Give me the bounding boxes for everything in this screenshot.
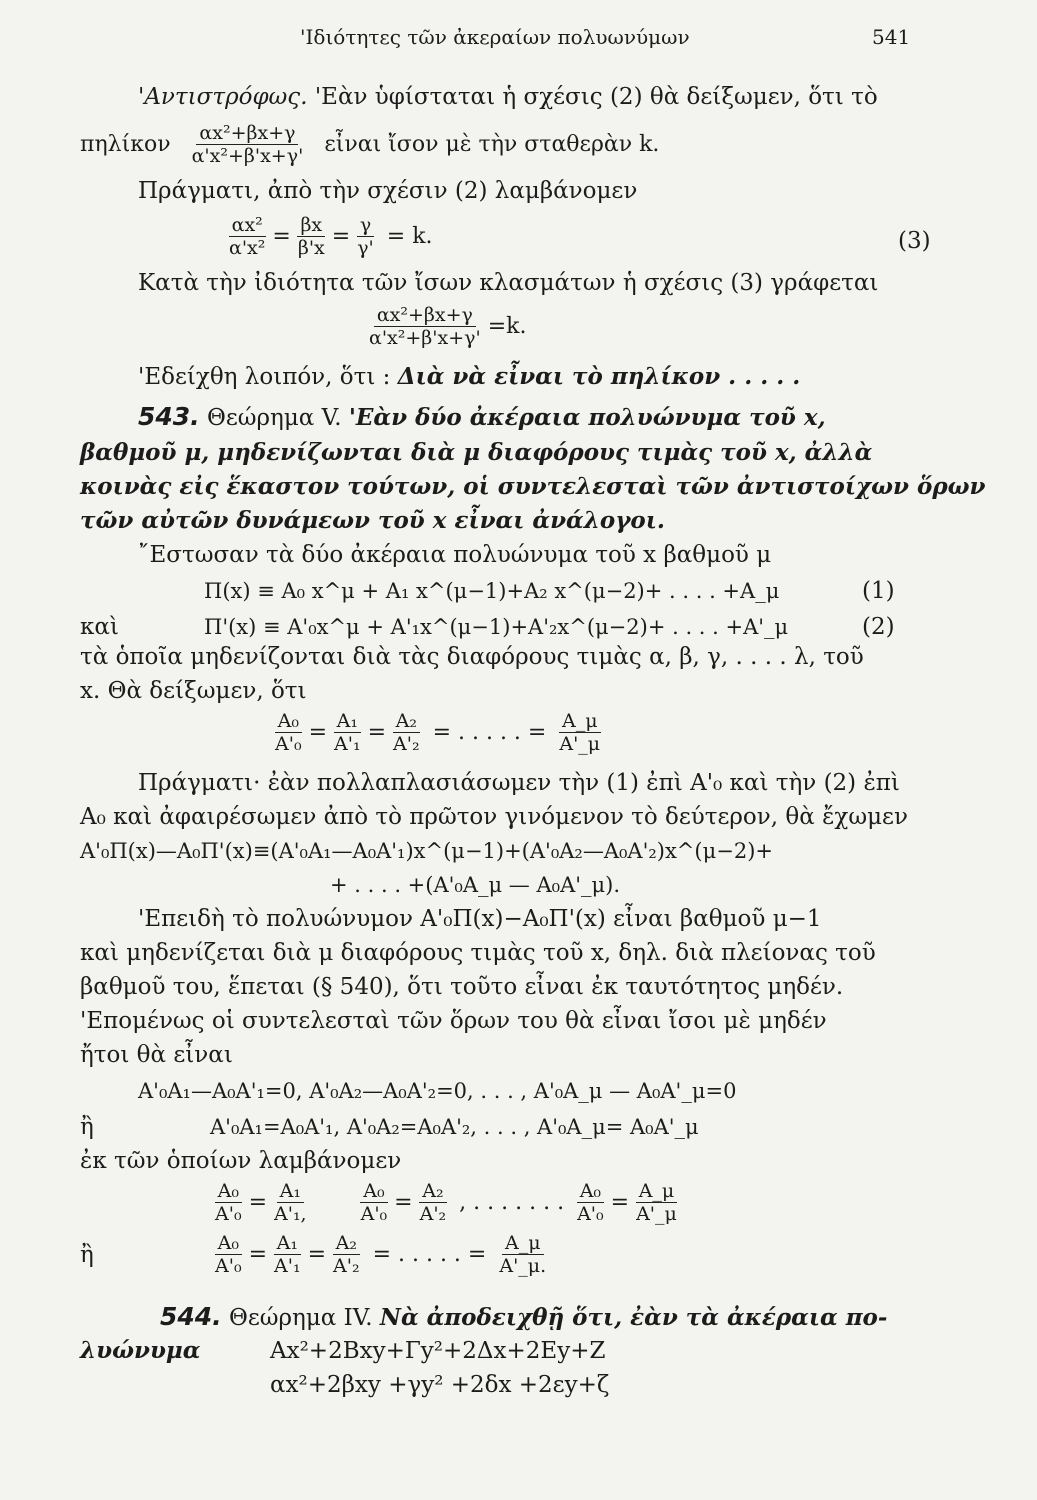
fraction [212, 1232, 245, 1277]
text-line: ἤτοι θὰ εἶναι [80, 1042, 233, 1068]
theorem-statement: Νὰ ἀποδειχθῇ ὅτι, ἐὰν τὰ ἀκέραια πο- [379, 1304, 888, 1331]
quotient-fraction [189, 122, 307, 167]
fraction-denominator: A'₂ [393, 733, 420, 755]
fraction-denominator: β'x [297, 237, 325, 259]
identity-line: A'₀Π(x)—A₀Π'(x)≡(A'₀A₁—A₀A'₁)x^(μ−1)+(A'₀A₂—A₀A'₂)x^(μ−2)+ [80, 839, 773, 863]
equation-label: (3) [898, 228, 931, 254]
text-line: τὰ ὁποῖα μηδενίζονται διὰ τὰς διαφόρους τιμὰς α, β, γ, . . . . λ, τοῦ [80, 644, 864, 670]
fraction-denominator: α'x²+β'x+γ' [369, 327, 481, 349]
equals-sign: = [272, 223, 291, 249]
coefficient-equations: A'₀A₁—A₀A'₁=0, A'₀A₂—A₀A'₂=0, . . . , A'₀A_μ — A₀A'_μ=0 [138, 1079, 737, 1103]
page-number: 541 [872, 25, 911, 49]
polynomial-2: Π'(x) ≡ A'₀x^μ + A'₁x^(μ−1)+A'₂x^(μ−2)+ . . . . +A'_μ [204, 615, 789, 639]
theorem-statement: λυώνυμα [80, 1337, 201, 1364]
fraction [366, 304, 484, 349]
fraction-denominator: A'₀ [577, 1203, 604, 1225]
fraction-numerator: A₀ [360, 1180, 387, 1203]
fraction [574, 1180, 607, 1225]
converse-line [138, 82, 878, 112]
fraction-denominator: A'_μ [636, 1203, 677, 1225]
fraction-numerator: A₀ [275, 710, 302, 733]
fraction-denominator: A'₁ [334, 733, 361, 755]
section-number: 543. [138, 402, 200, 431]
text-line: ἐκ τῶν ὁποίων λαμβάνομεν [80, 1148, 402, 1174]
ellipsis: = . . . . . = [372, 1241, 487, 1267]
fraction-numerator: αx²+βx+γ [196, 122, 298, 145]
fraction-numerator: A₂ [333, 1232, 360, 1255]
theorem-statement: 'Εὰν δύο ἀκέραια πολυώνυμα τοῦ x, [348, 404, 826, 431]
fraction [417, 1180, 450, 1225]
fraction [271, 1232, 304, 1277]
section-title: Θεώρημα V. [199, 405, 342, 431]
section-543-heading [138, 402, 826, 433]
fraction-numerator: A_μ [636, 1180, 678, 1203]
equation-label: (1) [862, 578, 895, 604]
equation-5 [362, 304, 527, 349]
theorem-statement: τῶν αὐτῶν δυνάμεων τοῦ x εἶναι ἀνάλογοι. [80, 507, 665, 534]
fraction [330, 1232, 363, 1277]
fraction-denominator: A'₀ [215, 1203, 242, 1225]
section-title: Θεώρημα IV. [221, 1305, 373, 1331]
text-line: 'Επειδὴ τὸ πολυώνυμον A'₀Π(x)−A₀Π'(x) εἶναι βαθμοῦ μ−1 [138, 906, 822, 932]
quotient-line [80, 122, 659, 167]
fraction [633, 1180, 680, 1225]
fraction [331, 710, 364, 755]
fraction-denominator: A'₁ [274, 1255, 301, 1277]
text-line: βαθμοῦ του, ἕπεται (§ 540), ὅτι τοῦτο εἶναι ἐκ ταυτότητος μηδέν. [80, 974, 844, 1000]
running-title: 'Ιδιότητες τῶν ἀκεραίων πολυωνύμων [300, 25, 690, 49]
fraction-denominator: A'₀ [215, 1255, 242, 1277]
ellipsis: = . . . . . = [432, 719, 547, 745]
fraction [226, 214, 268, 259]
coefficient-equations: A'₀A₁=A₀A'₁, A'₀A₂=A₀A'₂, . . . , A'₀A_μ= A₀A'_μ [210, 1115, 699, 1139]
fraction-numerator: αx² [229, 214, 266, 237]
fraction-denominator: A'_μ [559, 733, 601, 755]
fraction-numerator: A_μ [502, 1232, 544, 1255]
polynomial-1: Π(x) ≡ A₀ x^μ + A₁ x^(μ−1)+A₂ x^(μ−2)+ . . . . +A_μ [204, 579, 780, 603]
fraction-denominator: A'₂ [419, 1203, 447, 1225]
fraction [212, 1180, 245, 1225]
fraction-numerator: A₁ [277, 1180, 304, 1203]
fraction [295, 214, 328, 259]
text-line: Κατὰ τὴν ἰδιότητα τῶν ἴσων κλασμάτων ἡ σχέσις (3) γράφεται [138, 270, 879, 296]
fraction [272, 710, 305, 755]
fraction-denominator: A'_μ. [499, 1255, 547, 1277]
conclusion-line [138, 362, 800, 392]
fraction-denominator: A'₀ [360, 1203, 388, 1225]
fraction-denominator: A'₂ [333, 1255, 360, 1277]
identity-line: + . . . . +(A'₀A_μ — A₀A'_μ). [330, 873, 621, 897]
fraction-numerator: A₁ [334, 710, 361, 733]
quotient-text: εἶναι ἴσον μὲ τὴν σταθερὰν k. [324, 131, 660, 157]
text-line: x. Θὰ δείξωμεν, ὅτι [80, 678, 307, 704]
fraction-numerator: A_μ [559, 710, 601, 733]
ellipsis: , . . . . . . . [459, 1189, 565, 1215]
fraction-numerator: γ [357, 214, 374, 237]
fraction-denominator: α'x² [229, 237, 266, 259]
text-line: ῎Εστωσαν τὰ δύο ἀκέραια πολυώνυμα τοῦ x βαθμοῦ μ [138, 542, 772, 568]
quotient-word: πηλίκον [80, 131, 171, 157]
fraction-denominator: α'x²+β'x+γ' [191, 145, 304, 167]
converse-heading: 'Αντιστρόφως. [138, 84, 308, 110]
fraction-numerator: A₂ [393, 710, 420, 733]
and-word: καὶ [80, 614, 119, 640]
fraction-denominator: A'₁, [274, 1203, 307, 1225]
converse-text: 'Εὰν ὑφίσταται ἡ σχέσις (2) θὰ δείξωμεν, ὅτι τὸ [307, 84, 878, 110]
fraction [354, 214, 377, 259]
polynomial-4: αx²+2βxy +γy² +2δx +2εy+ζ [270, 1372, 610, 1398]
equation-tail: = k. [386, 223, 433, 249]
fraction [496, 1232, 549, 1277]
section-number: 544. [160, 1302, 222, 1331]
or-word: ἢ [80, 1114, 94, 1140]
fraction-denominator: γ' [357, 237, 374, 259]
fraction-numerator: αx²+βx+γ [374, 304, 476, 327]
ratio-equation: $\frac{\text{A₀}}{\text{A'₀}}$ = $\frac{\text{A₁}}{\text{A'₁}}$ = $\frac{\text{A₂}}{\text{A'₂}}$ = . . . . . = $\frac{A\_\mu}{A'\_\mu}$ [268, 710, 607, 755]
equation-tail: =k. [487, 313, 527, 339]
fraction-numerator: A₀ [215, 1180, 242, 1203]
or-word: ἢ [80, 1242, 94, 1268]
fraction [358, 1180, 391, 1225]
ratio-chain: $\frac{\text{A₀}}{\text{A'₀}}$ = $\frac{\text{A₁}}{\text{A'₁}}$ = $\frac{\text{A₂}}{\text{A'₂}}$ = . . . . . = $\frac{A\_\mu}{A'\_\mu.}$ [208, 1232, 553, 1277]
text-line: Πράγματι, ἀπὸ τὴν σχέσιν (2) λαμβάνομεν [138, 178, 638, 204]
fraction-denominator: A'₀ [275, 733, 302, 755]
polynomial-3: Ax²+2Bxy+Γy²+2Δx+2Ey+Z [270, 1338, 606, 1364]
fraction [390, 710, 423, 755]
fraction [556, 710, 603, 755]
conclusion-text: 'Εδείχθη λοιπόν, ὅτι : [138, 364, 391, 390]
fraction-numerator: A₂ [419, 1180, 446, 1203]
text-line: A₀ καὶ ἀφαιρέσωμεν ἀπὸ τὸ πρῶτον γινόμενον τὸ δεύτερον, θὰ ἔχωμεν [80, 804, 908, 830]
text-line: Πράγματι· ἐὰν πολλαπλασιάσωμεν τὴν (1) ἐπὶ A'₀ καὶ τὴν (2) ἐπὶ [138, 770, 900, 796]
text-line: 'Επομένως οἱ συντελεσταὶ τῶν ὅρων του θὰ εἶναι ἴσοι μὲ μηδέν [80, 1008, 827, 1034]
ratio-pairs: $\frac{\text{A₀}}{\text{A'₀}}$ = $\frac{\text{A₁}}{\text{A'₁,}}$ $\frac{\text{A₀}}{\text{A'₀}}$ = $\frac{\text{A₂}}{\text{A'₂}}$ , . . . . . . . $\frac{\text{A₀}}{\text{A'₀}}$ = $\frac{A\_\mu}{A'\_\mu}$ [208, 1180, 684, 1225]
fraction-numerator: A₀ [577, 1180, 604, 1203]
fraction [271, 1180, 310, 1225]
fraction-numerator: A₀ [215, 1232, 242, 1255]
equals-sign: = [331, 223, 351, 249]
equation-label: (2) [862, 614, 895, 640]
conclusion-emphasis: Διὰ νὰ εἶναι τὸ πηλίκον . . . . . [397, 363, 801, 390]
section-544-heading [160, 1302, 887, 1333]
fraction-numerator: βx [297, 214, 325, 237]
theorem-statement: βαθμοῦ μ, μηδενίζωνται διὰ μ διαφόρους τιμὰς τοῦ x, ἀλλὰ [80, 439, 873, 466]
text-line: καὶ μηδενίζεται διὰ μ διαφόρους τιμὰς τοῦ x, δηλ. διὰ πλείονας τοῦ [80, 940, 876, 966]
equation-3 [222, 214, 433, 259]
theorem-statement: κοινὰς εἰς ἕκαστον τούτων, οἱ συντελεσταὶ τῶν ἀντιστοίχων ὅρων [80, 473, 986, 500]
fraction-numerator: A₁ [274, 1232, 301, 1255]
